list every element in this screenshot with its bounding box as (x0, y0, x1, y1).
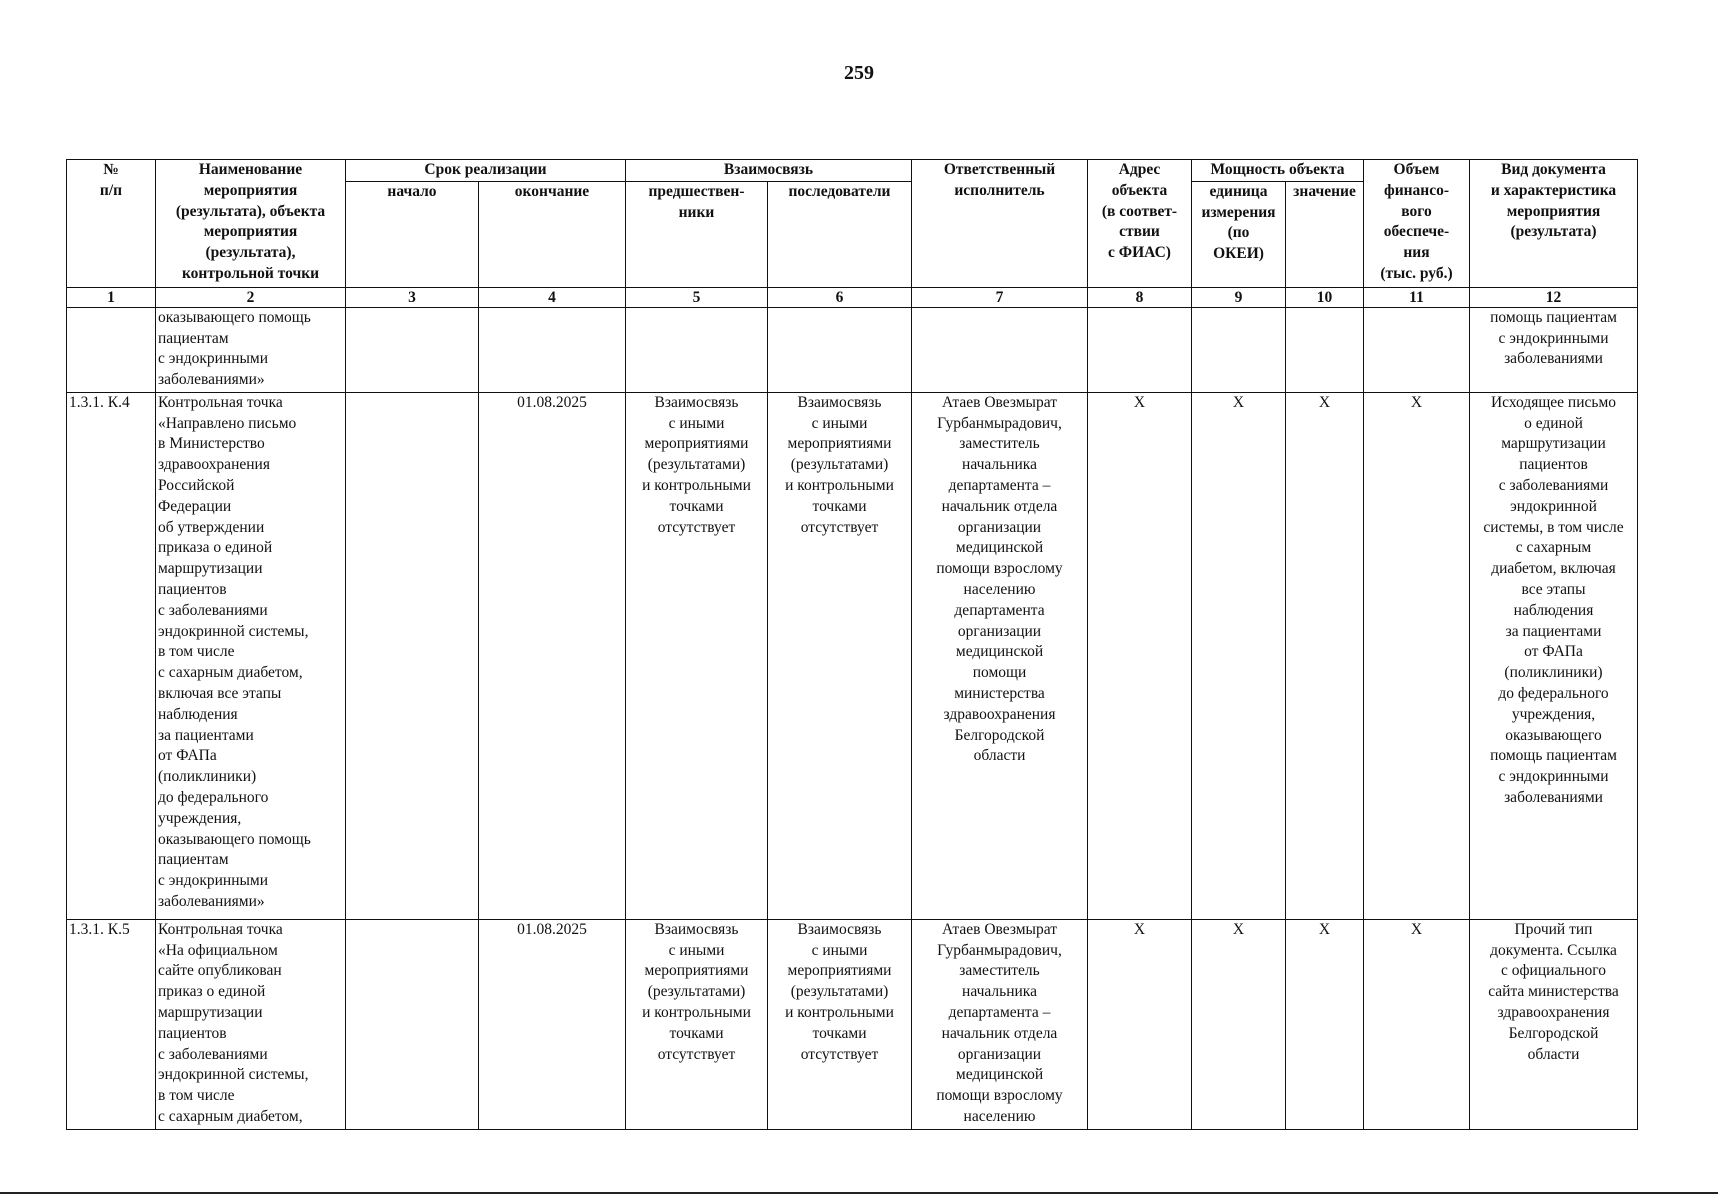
cell-financing: Х (1364, 392, 1470, 919)
table-row (67, 919, 1638, 1129)
cell-name: оказывающего помощь пациентам с эндокринными заболеваниями» (156, 307, 346, 392)
table-row (67, 392, 1638, 919)
cell-num: 1.3.1. К.4 (67, 392, 156, 919)
column-number: 6 (768, 287, 912, 307)
header-document: Вид документа и характеристика мероприятия (результата) (1470, 160, 1638, 288)
column-number-row (67, 287, 1638, 307)
cell-value (1286, 307, 1364, 392)
cell-address (1088, 307, 1192, 392)
cell-address: Х (1088, 392, 1192, 919)
column-number: 1 (67, 287, 156, 307)
cell-end: 01.08.2025 (479, 392, 626, 919)
header-end: окончание (479, 181, 626, 287)
cell-unit: Х (1192, 919, 1286, 1129)
column-number: 3 (346, 287, 479, 307)
cell-start (346, 919, 479, 1129)
continuation-row (67, 307, 1638, 392)
cell-responsible: Атаев Овезмырат Гурбанмырадович, заместитель начальника департамента – начальник отдела организации медицинской помощи взрослому населению (912, 919, 1088, 1129)
cell-predecessors (626, 307, 768, 392)
cell-end: 01.08.2025 (479, 919, 626, 1129)
cell-name: Контрольная точка «На официальном сайте опубликован приказ о единой маршрутизации пациентов с заболеваниями эндокринной системы, в том числе с сахарным диабетом, (156, 919, 346, 1129)
header-row-1 (67, 160, 1638, 182)
header-successors: последователи (768, 181, 912, 287)
header-financing: Объем финансо- вого обеспече- ния (тыс. руб.) (1364, 160, 1470, 288)
cell-value: Х (1286, 392, 1364, 919)
page-number: 259 (844, 62, 874, 84)
header-link-group: Взаимосвязь (626, 160, 912, 182)
cell-unit: Х (1192, 392, 1286, 919)
cell-responsible (912, 307, 1088, 392)
cell-start (346, 392, 479, 919)
cell-predecessors: Взаимосвязь с иными мероприятиями (результатами) и контрольными точками отсутствует (626, 919, 768, 1129)
cell-successors (768, 307, 912, 392)
column-number: 12 (1470, 287, 1638, 307)
column-number: 2 (156, 287, 346, 307)
header-power-group: Мощность объекта (1192, 160, 1364, 182)
header-name: Наименование мероприятия (результата), объекта мероприятия (результата), контрольной точки (156, 160, 346, 288)
header-unit: единица измерения (по ОКЕИ) (1192, 181, 1286, 287)
cell-start (346, 307, 479, 392)
cell-responsible: Атаев Овезмырат Гурбанмырадович, заместитель начальника департамента – начальник отдела организации медицинской помощи взрослому населению департамента организации медицинской помощи министерства здравоохранения Белгородской области (912, 392, 1088, 919)
cell-end (479, 307, 626, 392)
column-number: 8 (1088, 287, 1192, 307)
column-number: 11 (1364, 287, 1470, 307)
header-num: № п/п (67, 160, 156, 288)
cell-address: Х (1088, 919, 1192, 1129)
plan-table (66, 159, 1638, 1130)
header-term-group: Срок реализации (346, 160, 626, 182)
cell-predecessors: Взаимосвязь с иными мероприятиями (результатами) и контрольными точками отсутствует (626, 392, 768, 919)
cell-successors: Взаимосвязь с иными мероприятиями (результатами) и контрольными точками отсутствует (768, 919, 912, 1129)
column-number: 9 (1192, 287, 1286, 307)
header-address: Адрес объекта (в соответ- ствии с ФИАС) (1088, 160, 1192, 288)
cell-unit (1192, 307, 1286, 392)
column-number: 4 (479, 287, 626, 307)
cell-successors: Взаимосвязь с иными мероприятиями (результатами) и контрольными точками отсутствует (768, 392, 912, 919)
cell-name: Контрольная точка «Направлено письмо в Министерство здравоохранения Российской Федерации об утверждении приказа о единой маршрутизации пациентов с заболеваниями эндокринной системы, в том числе с сахарным диабетом, включая все этапы наблюдения за пациентами от ФАПа (поликлиники) до федерального учреждения, оказывающего помощь пациентам с эндокринными заболеваниями» (156, 392, 346, 919)
bottom-edge-rule (0, 1192, 1718, 1194)
cell-num: 1.3.1. К.5 (67, 919, 156, 1129)
cell-value: Х (1286, 919, 1364, 1129)
column-number: 10 (1286, 287, 1364, 307)
cell-financing (1364, 307, 1470, 392)
cell-document: Прочий тип документа. Ссылка с официального сайта министерства здравоохранения Белгородской области (1470, 919, 1638, 1129)
header-start: начало (346, 181, 479, 287)
cell-document: помощь пациентам с эндокринными заболеваниями (1470, 307, 1638, 392)
cell-document: Исходящее письмо о единой маршрутизации пациентов с заболеваниями эндокринной системы, в том числе с сахарным диабетом, включая все этапы наблюдения за пациентами от ФАПа (поликлиники) до федерального учреждения, оказывающего помощь пациентам с эндокринными заболеваниями (1470, 392, 1638, 919)
column-number: 7 (912, 287, 1088, 307)
cell-financing: Х (1364, 919, 1470, 1129)
header-responsible: Ответственный исполнитель (912, 160, 1088, 288)
header-value: значение (1286, 181, 1364, 287)
column-number: 5 (626, 287, 768, 307)
header-predecessors: предшествен- ники (626, 181, 768, 287)
cell-num (67, 307, 156, 392)
